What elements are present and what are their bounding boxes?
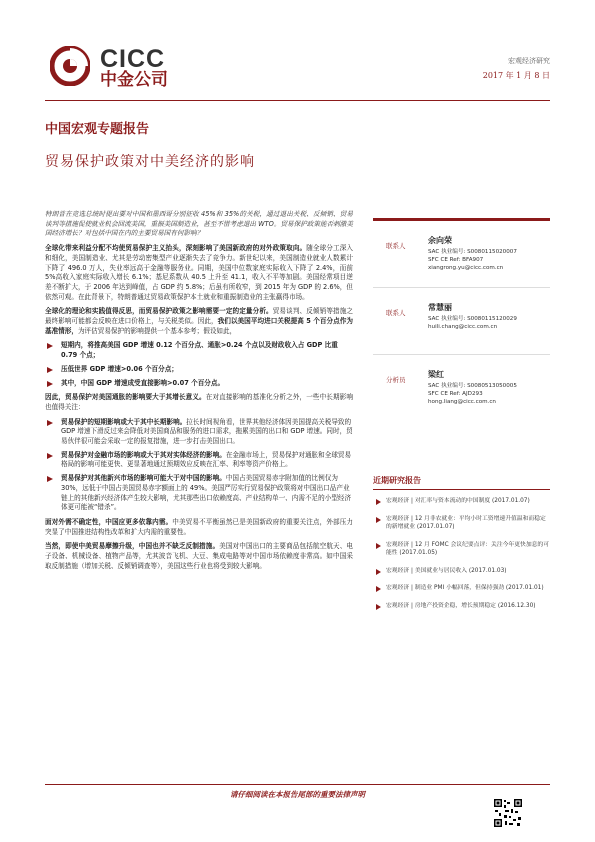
analyst-name: 余向荣 [428, 236, 452, 245]
paragraph-domestic-demand: 面对外需不确定性，中国应更多依靠内需。中美贸易不平衡虽然已是美国新政府的重要关注点，外部压力突显了中国推进结构性改革和扩大内需的重要性。 [45, 517, 354, 536]
list-item: 短期内，将推高美国 GDP 增速 0.12 个百分点、通胀>0.24 个点以及财政收入占 GDP 比重 0.79 个点； [45, 341, 353, 360]
cicc-logo-icon [50, 46, 90, 86]
header-divider [45, 100, 550, 101]
analyst-name: 常慧丽 [428, 303, 452, 312]
analyst-email[interactable]: hong.liang@cicc.com.cn [428, 399, 496, 405]
bullet-icon [47, 381, 53, 387]
analyst-sidebar [373, 218, 550, 421]
qr-code-icon [493, 798, 523, 828]
paragraph-conclusion: 因此，贸易保护对美国通胀的影响要大于其增长意义。在对直接影响的基准化分析之外，一些中长期影响也值得关注： [45, 393, 353, 411]
report-date: 2017 年 1 月 8 日 [482, 71, 550, 80]
longterm-bullets [45, 418, 353, 513]
bullet-icon [47, 343, 53, 349]
paragraph-globalization: 全球化带来利益分配不均使贸易保护主义抬头，深刻影响了美国新政府的对外政策取向。随全球分工深入和细化，美国制造业、尤其是劳动密集型产业逐渐失去了竞争力。新世纪以来，美国制造业就业人数累计下降了 496.0 万人，失业率远高于金融等服务业。同期，美国中位数家庭实际收入下降了 2.4%，而前 5%高收入家庭实际收入增长 6.1%；基尼系数从 40.5 上升至 41.1，收入不平等加剧。美国经常项目逆差不断扩大，于 2006 年达到峰值，占 GDP 约 5.8%；后虽有所收窄，到 2015 年为 GDP 的 2.6%，但依然可观。在此背景下，特朗普通过贸易政策保护本土就业和重振制造业的主张赢得市场。 [45, 244, 354, 301]
recent-report-link[interactable]: 宏观经济 | 对汇率与资本流动的中国制度 (2017.01.07) [373, 497, 550, 506]
analyst-name: 梁红 [428, 370, 444, 379]
list-item: 贸易保护的短期影响或大于其中长期影响。拉长时间视角看，世界其他经济体因美国提高关税导致的 GDP 增速下滑反过来会降低对美国商品和服务的进口需求，拖累美国的出口和 GDP 增速。同时，贸易伙伴很可能会采取一定的报复措施，进一步打击美国出口。 [45, 418, 353, 447]
bullet-icon [47, 453, 53, 459]
legal-disclaimer: 请仔细阅读在本报告尾部的重要法律声明 [230, 790, 365, 799]
bullet-icon [376, 517, 381, 523]
recent-report-link[interactable]: 宏观经济 | 12 月非农就业：平均小时工资增速升值温和而稳定的新增就业 (2017.01.07) [373, 515, 550, 532]
recent-reports-header: 近期研究报告 [373, 475, 550, 490]
analyst-card: 分析员 梁红 SAC 执业编号: S0080513050005 SFC CE Ref: AJD293 hong.liang@cicc.com.cn [386, 370, 517, 405]
brand-name-en: CICC [100, 45, 166, 73]
bullet-icon [47, 420, 53, 426]
analyst-card: 联系人 余向荣 SAC 执业编号: S0080115020007 SFC CE Ref: BFA907 xiangrong.yu@cicc.com.cn [373, 221, 550, 288]
bullet-icon [376, 499, 381, 505]
bullet-icon [376, 586, 381, 592]
list-item: 压低世界 GDP 增速>0.06 个百分点； [45, 365, 353, 375]
lead-paragraph: 特朗普在竞选总统时提出要对中国和墨西哥分别征收 45%和 35%的关税，通过退出关税、反倾销、贸易谈判等措施促使就业机会回流美国，重振美国制造业，甚至不惜考虑退出 WTO。贸易保护政策能否刺激美国经济增长？对包括中国在内的主要贸易国有何影响？ [45, 210, 353, 238]
header-meta [483, 56, 550, 83]
bullet-icon [47, 476, 53, 482]
list-item: 贸易保护对其他新兴市场的影响可能大于对中国的影响。中国占美国贸易赤字附加值的比例仅为 30%，远低于中国占美国贸易赤字额面上的 49%。美国严厉实行贸易保护政策将对中国出口品产业链上的其他新兴经济体产生较大影响，尤其那些出口依赖度高、产业结构单一、内需不足的小型经济体更可能被“错杀”。 [45, 474, 353, 513]
report-title: 贸易保护政策对中美经济的影响 [45, 154, 255, 170]
analyst-email[interactable]: huili.chang@cicc.com.cn [428, 324, 498, 330]
analyst-email[interactable]: xiangrong.yu@cicc.com.cn [428, 265, 504, 271]
list-item: 贸易保护对金融市场的影响或大于其对实体经济的影响。在金融市场上，贸易保护对通胀和全球贸易格局的影响可能更快、更显著地通过预期效应反映在汇率、利率等资产价格上。 [45, 451, 353, 470]
bullet-icon [376, 604, 381, 610]
footer-divider [45, 784, 550, 785]
impact-bullets [45, 341, 353, 388]
paragraph-analysis: 全球化的理论和实践值得反思，而贸易保护政策之影响需要一定的定量分析。贸易谈判、反倾销等措施之最终影响可能都会反映在进口价格上，与关税类似。因此，我们以美国平均进口关税提高 5 个百分点作为基准情形，为评估贸易保护的影响提供一个基本参考；假设如此， [45, 307, 354, 335]
paragraph-countermeasures: 当然，即使中美贸易摩擦升级，中国也并不缺乏反制措施。美国对中国出口的主要商品包括航空航天、电子设备、机械设备、植物产品等，尤其波音飞机、大豆、集成电路等对中国市场依赖度非常高。如中国采取反制措施（增加关税、反倾销调查等），美国这些行业也将受到较大影响。 [45, 542, 354, 570]
recent-report-link[interactable]: 宏观经济 | 制造业 PMI 小幅回落，但保持强劲 (2017.01.01) [373, 584, 550, 593]
recent-reports [373, 475, 550, 619]
report-type: 中国宏观专题报告 [45, 122, 150, 137]
brand-name-cn: 中金公司 [100, 70, 168, 90]
analyst-card: 联系人 常慧丽 SAC 执业编号: S0080115120029 huili.chang@cicc.com.cn [373, 288, 550, 355]
recent-report-link[interactable]: 宏观经济 | 12 月 FOMC 会议纪要点评：关注今年更快加息的可能性 (2017.01.05) [373, 541, 550, 558]
report-category: 宏观经济研究 [508, 57, 550, 65]
recent-report-link[interactable]: 宏观经济 | 美国就业与居民收入 (2017.01.03) [373, 567, 550, 576]
bullet-icon [376, 569, 381, 575]
bullet-icon [47, 367, 53, 373]
recent-report-link[interactable]: 宏观经济 | 房地产投资企稳，增长预期稳定 (2016.12.30) [373, 602, 550, 611]
list-item: 其中，中国 GDP 增速成受直接影响>0.07 个百分点。 [45, 379, 353, 389]
report-body [45, 210, 353, 577]
bullet-icon [376, 543, 381, 549]
